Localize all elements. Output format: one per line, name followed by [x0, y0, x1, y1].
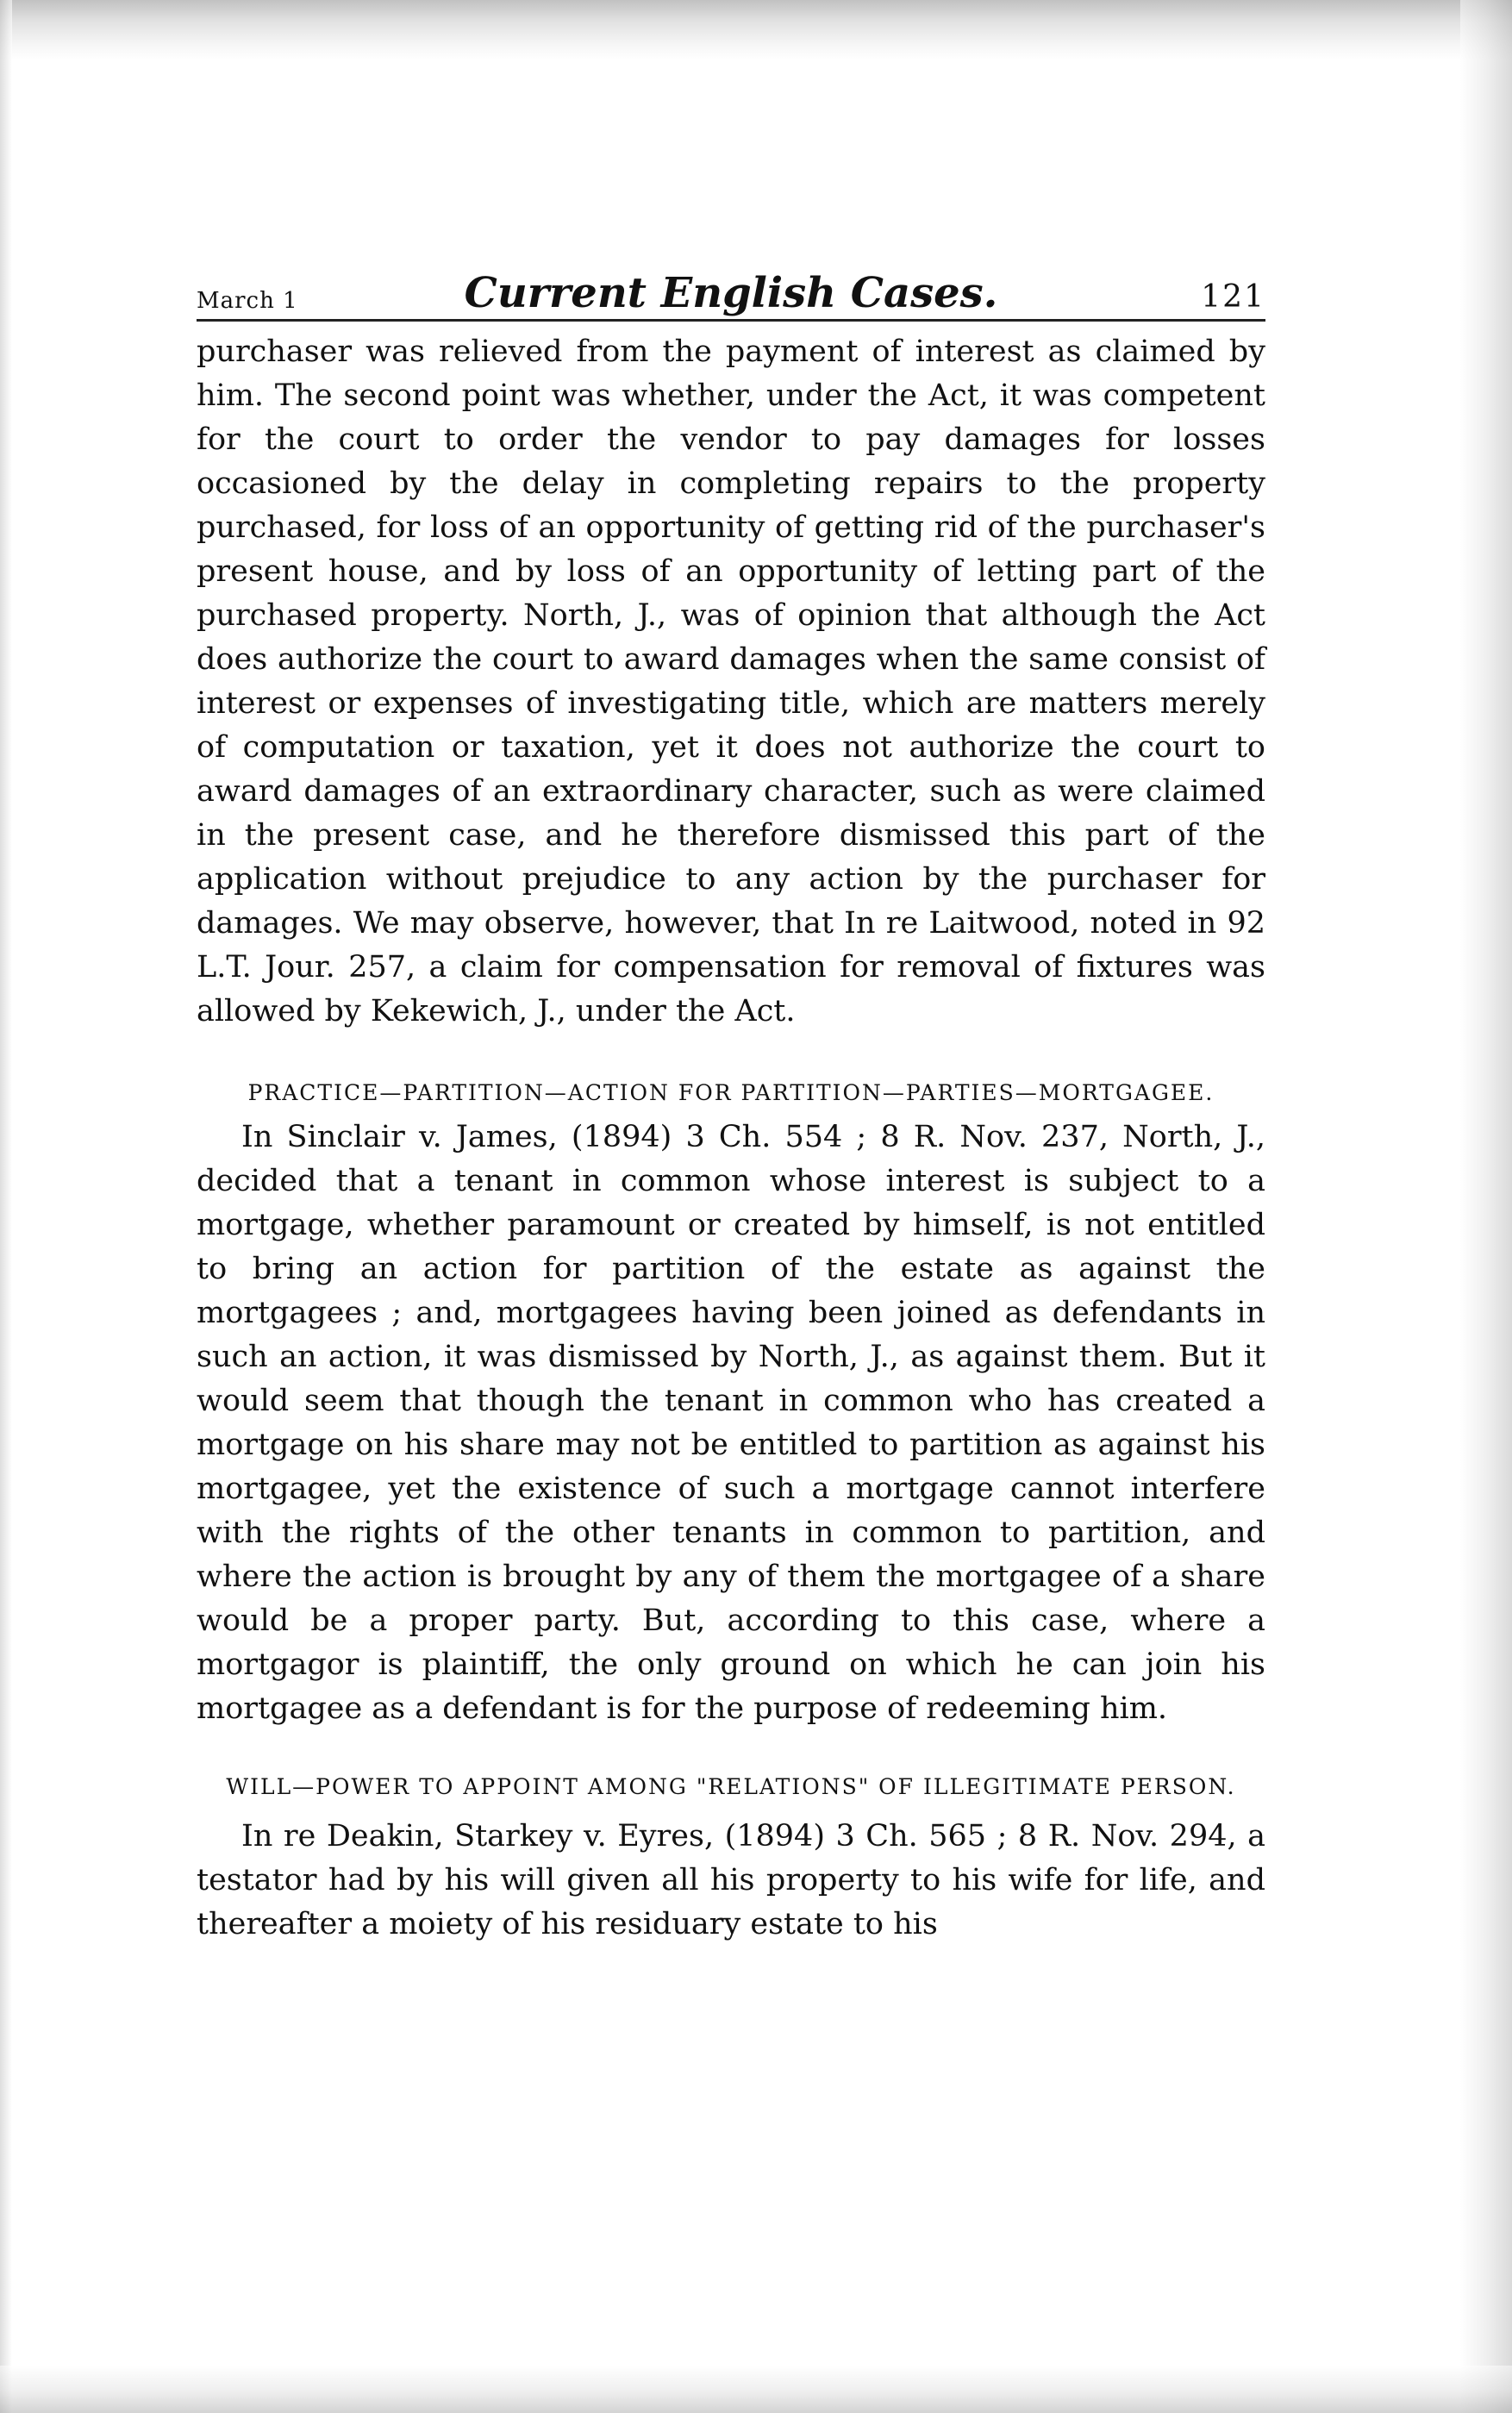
page-number: 121: [1201, 279, 1265, 315]
scan-edge-top: [0, 0, 1512, 60]
scan-edge-right: [1460, 0, 1512, 2413]
running-header: [197, 267, 1265, 322]
scan-edge-bottom: [0, 2366, 1512, 2413]
paragraph-re-deakin: In re Deakin, Starkey v. Eyres, (1894) 3 Ch. 565 ; 8 R. Nov. 294, a testator had by his will given all his property to his wife for life, and thereafter a moiety of his residuary estate to his: [197, 1819, 1265, 1941]
paragraph-continuation: purchaser was relieved from the payment of interest as claimed by him. The second point was whether, under the Act, it was competent for the court to order the vendor to pay damages for losses occasioned by the delay in completing repairs to the property purchased, for loss of an opportunity of getting rid of the purchaser's present house, and by loss of an opportunity of letting part of the purchased property. North, J., was of opinion that although the Act does authorize the court to award damages when the same consist of interest or expenses of investigating title, which are matters merely of computation or taxation, yet it does not authorize the court to award damages of an extraordinary character, such as were claimed in the present case, and he therefore dismissed this part of the application without prejudice to any action by the purchaser for damages. We may observe, however, that In re Laitwood, noted in 92 L.T. Jour. 257, a claim for compensation for removal of fixtures was allowed by Kekewich, J., under the Act.: [197, 334, 1265, 1028]
paragraph-sinclair-v-james: In Sinclair v. James, (1894) 3 Ch. 554 ; 8 R. Nov. 237, North, J., decided that a tenant in common whose interest is subject to a mortgage, whether paramount or created by himself, is not entitled to bring an action for partition of the estate as against the mortgagees ; and, mortgagees having been joined as defendants in such an action, it was dismissed by North, J., as against them. But it would seem that though the tenant in common who has created a mortgage on his share may not be entitled to partition as against his mortgagee, yet the existence of such a mortgage cannot interfere with the rights of the other tenants in common to partition, and where the action is brought by any of them the mortgagee of a share would be a proper party. But, according to this case, where a mortgagor is plaintiff, the only ground on which he can join his mortgagee as a defendant is for the purpose of redeeming him.: [197, 1120, 1265, 1726]
section-heading-practice-partition: PRACTICE—PARTITION—ACTION FOR PARTITION—PARTIES—MORTGAGEE.: [247, 1080, 1215, 1105]
header-date: March 1: [197, 288, 298, 314]
section-heading-will-power: WILL—POWER TO APPOINT AMONG "RELATIONS" OF ILLEGITIMATE PERSON.: [226, 1774, 1236, 1799]
scan-edge-left: [0, 0, 12, 2413]
document-page: [197, 267, 1265, 1947]
header-title: Current English Cases.: [464, 269, 998, 317]
